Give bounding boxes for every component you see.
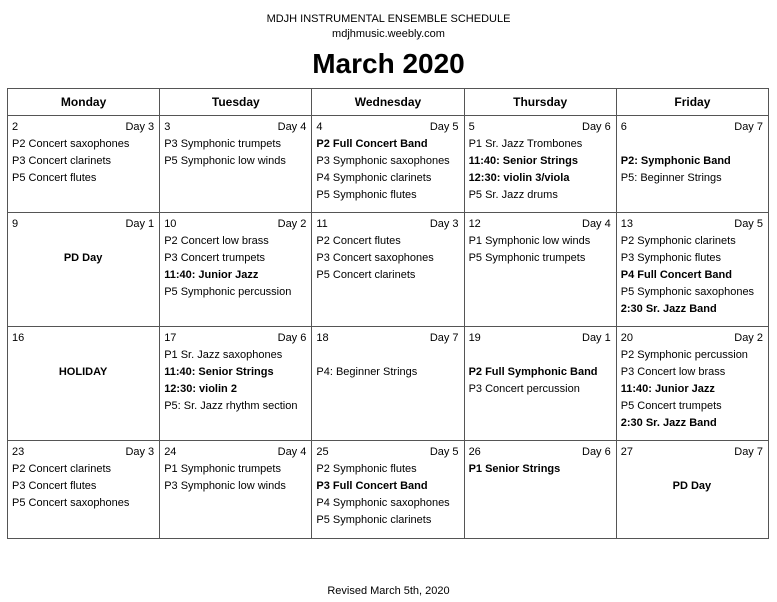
day-cell-content (465, 116, 616, 212)
day-cell-header (469, 217, 611, 232)
schedule-entry: P1 Sr. Jazz Trombones (468, 138, 583, 150)
day-cell-header (164, 445, 306, 460)
day-cell-header (164, 120, 306, 135)
schedule-entry: P4 Symphonic clarinets (316, 172, 432, 184)
schedule-entry: 2:30 Sr. Jazz Band (620, 417, 717, 429)
date-number: 5 (468, 121, 475, 133)
schedule-entry: P3 Concert saxophones (316, 252, 434, 264)
date-number: 13 (620, 218, 633, 230)
day-cell-header (621, 331, 763, 346)
cycle-day: Day 7 (734, 446, 763, 458)
schedule-entry: P5 Concert trumpets (620, 400, 722, 412)
cycle-day: Day 4 (277, 446, 307, 458)
schedule-entry: P3 Symphonic flutes (620, 252, 722, 264)
weekday-header: Friday (616, 89, 768, 116)
day-cell-content (160, 441, 311, 538)
date-number: 6 (620, 121, 627, 133)
day-cell-content (8, 213, 159, 326)
schedule-entry: P2 Full Symphonic Band (468, 366, 598, 378)
day-cell (616, 213, 768, 327)
revised-note: Revised March 5th, 2020 (327, 585, 450, 597)
day-cell-content (312, 327, 463, 440)
day-cell-header (164, 331, 306, 346)
weekday-header-row (8, 89, 769, 116)
day-cell-content (617, 441, 768, 538)
schedule-entry: P2 Concert flutes (316, 235, 401, 247)
schedule-entry: P2 Concert saxophones (12, 138, 130, 150)
weekday-header: Wednesday (312, 89, 464, 116)
day-cell-header (12, 120, 154, 135)
schedule-entry: 11:40: Junior Jazz (620, 383, 715, 395)
day-cell-header (316, 331, 458, 346)
schedule-entry: P3 Concert low brass (620, 366, 726, 378)
day-cell (616, 327, 768, 441)
schedule-entry: P5 Concert flutes (12, 172, 97, 184)
schedule-entry: P5 Symphonic percussion (164, 286, 292, 298)
weekday-header: Monday (8, 89, 160, 116)
day-cell-content (8, 441, 159, 538)
calendar-table (7, 88, 769, 539)
schedule-entry: P3 Symphonic low winds (164, 480, 286, 492)
week-row (8, 116, 769, 213)
day-cell-header (621, 217, 763, 232)
date-number: 2 (12, 121, 19, 133)
day-cell-header (164, 217, 306, 232)
day-cell-header (316, 120, 458, 135)
schedule-entry: P2 Concert low brass (164, 235, 269, 247)
cycle-day: Day 3 (125, 121, 155, 133)
day-cell (464, 327, 616, 441)
schedule-entry: P2 Symphonic flutes (316, 463, 417, 475)
schedule-entry: P4: Beginner Strings (316, 366, 418, 378)
schedule-entry: P5 Symphonic trumpets (468, 252, 586, 264)
schedule-entry: 12:30: violin 2 (164, 383, 237, 395)
cycle-day: Day 7 (429, 332, 459, 344)
day-cell (8, 441, 160, 539)
schedule-entry: P3 Concert flutes (12, 480, 97, 492)
day-cell (464, 213, 616, 327)
schedule-entry: P4 Full Concert Band (620, 269, 732, 281)
schedule-entry: PD Day (672, 480, 712, 492)
day-cell-header (12, 445, 154, 460)
day-cell-header (12, 217, 154, 232)
date-number: 16 (12, 332, 25, 344)
day-cell (8, 327, 160, 441)
cycle-day: Day 4 (277, 121, 307, 133)
schedule-entry: 11:40: Senior Strings (164, 366, 274, 378)
website-text: mdjhmusic.weebly.com (332, 28, 445, 40)
schedule-entry: P1 Symphonic trumpets (164, 463, 281, 475)
day-cell-content (160, 327, 311, 440)
weekday-header: Thursday (464, 89, 616, 116)
day-cell-content (160, 213, 311, 326)
date-number: 23 (12, 446, 25, 458)
weekday-header: Tuesday (160, 89, 312, 116)
day-cell-header (469, 445, 611, 460)
schedule-entry (621, 462, 763, 479)
cycle-day: Day 5 (429, 446, 459, 458)
day-cell (616, 116, 768, 213)
day-cell (464, 441, 616, 539)
day-cell (160, 213, 312, 327)
date-number: 25 (316, 446, 329, 458)
cycle-day: Day 1 (125, 218, 155, 230)
document-title: MDJH INSTRUMENTAL ENSEMBLE SCHEDULE (266, 13, 511, 25)
day-cell-header (621, 120, 763, 135)
day-cell (312, 116, 464, 213)
schedule-entry: P2 Symphonic percussion (620, 349, 748, 361)
schedule-entry: P3 Concert percussion (468, 383, 580, 395)
date-number: 27 (620, 446, 633, 458)
day-cell-content (617, 116, 768, 212)
schedule-entry (12, 234, 154, 251)
cycle-day: Day 6 (582, 446, 611, 458)
cycle-day: Day 6 (582, 121, 611, 133)
date-number: 17 (164, 332, 177, 344)
schedule-entry: P2 Concert clarinets (12, 463, 112, 475)
day-cell-content (160, 116, 311, 212)
cycle-day: Day 7 (734, 121, 763, 133)
schedule-entry: P2 Symphonic clarinets (620, 235, 736, 247)
day-cell-content (8, 116, 159, 212)
day-cell (160, 327, 312, 441)
date-number: 3 (164, 121, 171, 133)
day-cell-content (465, 327, 616, 440)
schedule-entry: P5: Beginner Strings (620, 172, 722, 184)
schedule-entry: P3 Full Concert Band (316, 480, 428, 492)
schedule-entry (12, 348, 154, 365)
schedule-entry: P5 Concert saxophones (12, 497, 130, 509)
day-cell (312, 441, 464, 539)
day-cell-content (312, 213, 463, 326)
schedule-entry: 11:40: Senior Strings (468, 155, 578, 167)
schedule-entry: P2 Full Concert Band (316, 138, 428, 150)
schedule-entry: P5 Symphonic flutes (316, 189, 417, 201)
date-number: 20 (620, 332, 633, 344)
schedule-entry: P5: Sr. Jazz rhythm section (164, 400, 298, 412)
schedule-entry (469, 348, 611, 365)
schedule-entry: P3 Concert clarinets (12, 155, 112, 167)
cycle-day: Day 6 (277, 332, 307, 344)
schedule-entry (621, 137, 763, 154)
date-number: 9 (12, 218, 19, 230)
day-cell-header (12, 331, 154, 346)
day-cell (160, 116, 312, 213)
date-number: 18 (316, 332, 329, 344)
day-cell (8, 116, 160, 213)
cycle-day: Day 1 (582, 332, 611, 344)
schedule-entry: HOLIDAY (58, 366, 108, 378)
schedule-entry: P3 Concert trumpets (164, 252, 266, 264)
month-title: March 2020 (312, 48, 465, 79)
day-cell-content (312, 116, 463, 212)
cycle-day: Day 5 (429, 121, 459, 133)
day-cell-content (617, 327, 768, 440)
day-cell-content (8, 327, 159, 440)
day-cell-header (469, 331, 611, 346)
cycle-day: Day 3 (125, 446, 155, 458)
day-cell-content (465, 441, 616, 538)
week-row (8, 213, 769, 327)
schedule-entry: P1 Sr. Jazz saxophones (164, 349, 283, 361)
week-row (8, 441, 769, 539)
day-cell (616, 441, 768, 539)
cycle-day: Day 2 (277, 218, 307, 230)
day-cell-header (316, 445, 458, 460)
schedule-entry: P5 Concert clarinets (316, 269, 416, 281)
schedule-entry: P1 Senior Strings (468, 463, 561, 475)
schedule-entry: P3 Symphonic saxophones (316, 155, 450, 167)
schedule-entry (316, 348, 458, 365)
schedule-entry: P5 Symphonic low winds (164, 155, 286, 167)
date-number: 26 (468, 446, 481, 458)
date-number: 24 (164, 446, 177, 458)
schedule-entry: P5 Symphonic clarinets (316, 514, 432, 526)
cycle-day: Day 5 (734, 218, 763, 230)
day-cell-content (312, 441, 463, 538)
cycle-day: Day 4 (582, 218, 611, 230)
schedule-entry: 11:40: Junior Jazz (164, 269, 259, 281)
day-cell (160, 441, 312, 539)
cycle-day: Day 2 (734, 332, 763, 344)
schedule-entry: P5 Sr. Jazz drums (468, 189, 558, 201)
day-cell-header (621, 445, 763, 460)
schedule-entry: 2:30 Sr. Jazz Band (620, 303, 717, 315)
schedule-entry: P2: Symphonic Band (620, 155, 731, 167)
date-number: 19 (468, 332, 481, 344)
week-row (8, 327, 769, 441)
schedule-entry: P4 Symphonic saxophones (316, 497, 450, 509)
day-cell (312, 213, 464, 327)
day-cell-content (465, 213, 616, 326)
schedule-entry: P1 Symphonic low winds (468, 235, 591, 247)
date-number: 12 (468, 218, 481, 230)
day-cell (312, 327, 464, 441)
schedule-entry: P5 Symphonic saxophones (620, 286, 755, 298)
schedule-entry: P3 Symphonic trumpets (164, 138, 281, 150)
calendar-body (8, 116, 769, 539)
day-cell-header (316, 217, 458, 232)
date-number: 11 (316, 218, 328, 230)
cycle-day: Day 3 (429, 218, 459, 230)
date-number: 4 (316, 121, 323, 133)
schedule-entry: PD Day (63, 252, 103, 264)
day-cell (8, 213, 160, 327)
date-number: 10 (164, 218, 177, 230)
day-cell-header (469, 120, 611, 135)
schedule-entry: 12:30: violin 3/viola (468, 172, 570, 184)
day-cell-content (617, 213, 768, 326)
day-cell (464, 116, 616, 213)
